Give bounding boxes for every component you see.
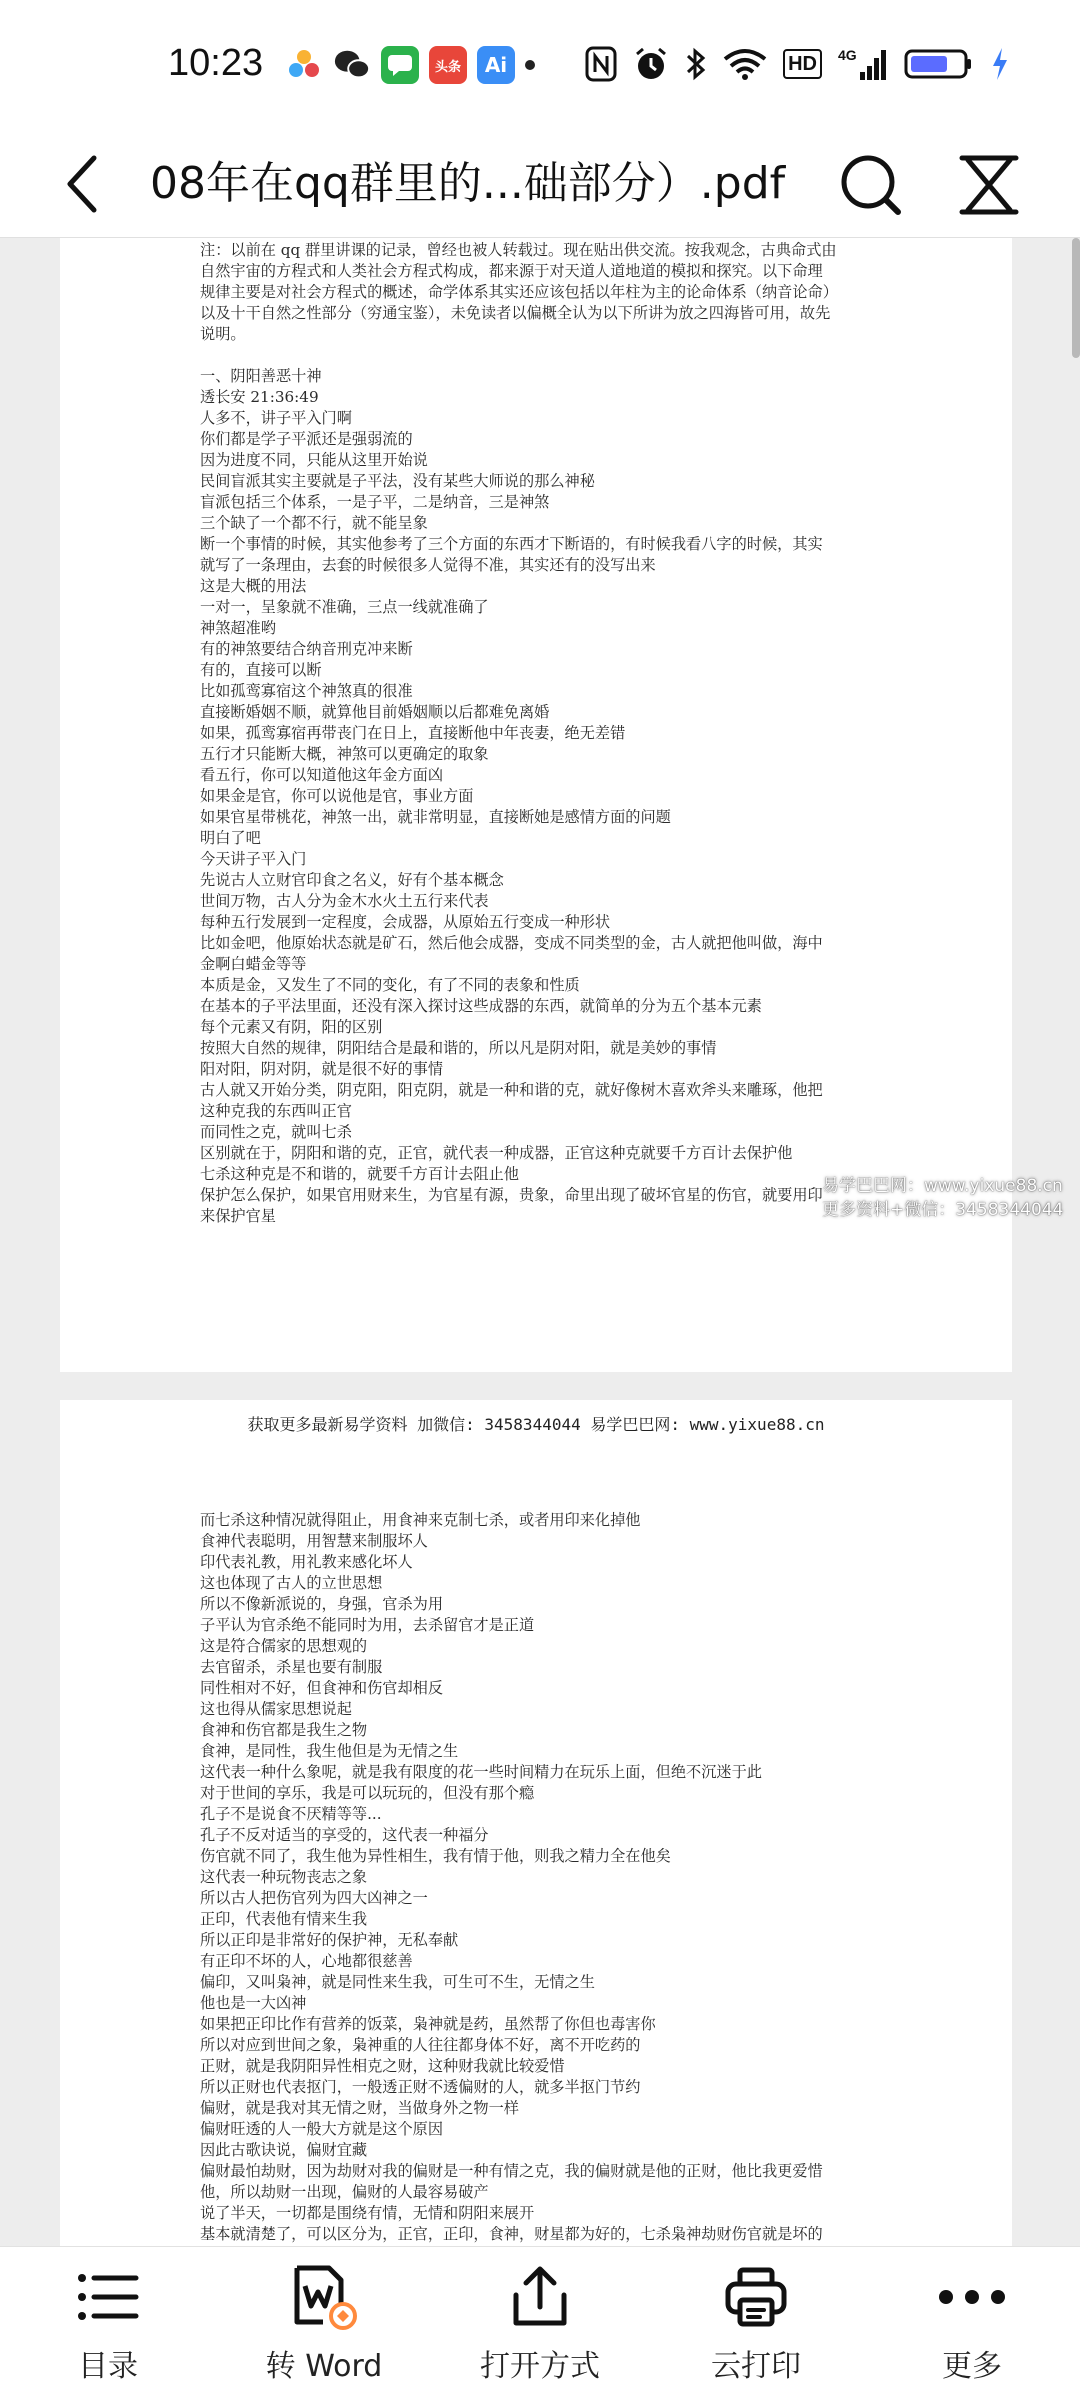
page-header-ad: 获取更多最新易学资料 加微信: 3458344044 易学巴巴网: www.yixue88.cn bbox=[247, 1415, 825, 1434]
text-line: 而同性之克，就叫七杀 bbox=[200, 1123, 352, 1141]
text-line: 注：以前在 qq 群里讲课的记录，曾经也被人转载过。现在贴出供交流。按我观念，古典命式由 bbox=[200, 241, 837, 259]
scrollbar-thumb[interactable] bbox=[1072, 238, 1080, 358]
text-line: 这代表一种什么象呢，就是我有限度的花一些时间精力在玩乐上面，但绝不沉迷于此 bbox=[200, 1763, 762, 1781]
text-line: 同性相对不好，但食神和伤官却相反 bbox=[200, 1679, 443, 1697]
text-line: 金啊白蜡金等等 bbox=[200, 955, 307, 973]
text-line: 这也得从儒家思想说起 bbox=[200, 1700, 352, 1718]
cellular-signal-icon bbox=[838, 44, 888, 84]
status-bar bbox=[0, 0, 1080, 130]
bluetooth-icon bbox=[685, 44, 707, 84]
more-label: 更多 bbox=[942, 2349, 1002, 2384]
wifi-icon bbox=[723, 44, 767, 84]
reading-mode-button[interactable] bbox=[956, 150, 1022, 220]
signal-label: 4G bbox=[838, 47, 857, 63]
text-line: 如果，孤鸾寡宿再带丧门在日上，直接断他中年丧妻，绝无差错 bbox=[200, 724, 626, 742]
text-line: 所以正印是非常好的保护神，无私奉献 bbox=[200, 1931, 459, 1949]
reading-mode-icon bbox=[956, 150, 1022, 220]
text-line: 你们都是学子平派还是强弱流的 bbox=[200, 430, 413, 448]
list-icon bbox=[76, 2270, 140, 2324]
text-line: 一对一，呈象就不准确，三点一线就准确了 bbox=[200, 598, 489, 616]
text-line: 先说古人立财官印食之名义，好有个基本概念 bbox=[200, 871, 504, 889]
wechat-icon bbox=[333, 46, 371, 84]
text-line: 今天讲子平入门 bbox=[200, 850, 307, 868]
text-line: 人多不，讲子平入门啊 bbox=[200, 409, 352, 427]
text-line: 世间万物，古人分为金木水火土五行来代表 bbox=[200, 892, 489, 910]
toc-label: 目录 bbox=[78, 2349, 138, 2384]
text-line: 所以不像新派说的，身强，官杀为用 bbox=[200, 1595, 443, 1613]
text-line: 如果金是官，你可以说他是官，事业方面 bbox=[200, 787, 474, 805]
text-line: 因此古歌诀说，偏财宜藏 bbox=[200, 2141, 368, 2159]
text-line: 区别就在于，阴阳和谐的克，正官，就代表一种成器，正官这种克就要千方百计去保护他 bbox=[200, 1144, 793, 1162]
text-line: 食神代表聪明，用智慧来制服坏人 bbox=[200, 1532, 428, 1550]
text-line: 对于世间的享乐，我是可以玩玩的，但没有那个瘾 bbox=[200, 1784, 535, 1802]
hd-icon: HD bbox=[783, 44, 822, 84]
text-line: 盲派包括三个体系，一是子平，二是纳音，三是神煞 bbox=[200, 493, 550, 511]
more-dots-icon bbox=[937, 2287, 1007, 2307]
text-line: 说明。 bbox=[200, 325, 246, 343]
text-line: 以及十干自然之性部分（穷通宝鉴），未免读者以偏概全认为以下所讲为放之四海皆可用，故先 bbox=[200, 304, 831, 322]
messages-app-icon bbox=[381, 46, 419, 84]
text-line: 在基本的子平法里面，还没有深入探讨这些成器的东西，就简单的分为五个基本元素 bbox=[200, 997, 762, 1015]
text-line: 有的神煞要结合纳音刑克冲来断 bbox=[200, 640, 413, 658]
convert-to-word-button[interactable] bbox=[244, 2261, 404, 2391]
text-line: 孔子不是说食不厌精等等... bbox=[200, 1805, 382, 1823]
text-line: 所以古人把伤官列为四大凶神之一 bbox=[200, 1889, 428, 1907]
text-line: 来保护官星 bbox=[200, 1207, 276, 1225]
text-line: 断一个事情的时候，其实他参考了三个方面的东西才下断语的，有时候我看八字的时候，其实 bbox=[200, 535, 823, 553]
watermark-line-1: 易学巴巴网：www.yixue88.cn bbox=[822, 1176, 1063, 1196]
text-line: 按照大自然的规律，阴阳结合是最和谐的，所以凡是阴对阳，就是美妙的事情 bbox=[200, 1039, 717, 1057]
text-line: 如果把正印比作有营养的饭菜，枭神就是药，虽然帮了你但也毒害你 bbox=[200, 2015, 656, 2033]
text-line: 所以正财也代表抠门，一般透正财不透偏财的人，就多半抠门节约 bbox=[200, 2078, 641, 2096]
alarm-icon bbox=[633, 44, 669, 84]
text-line: 就写了一条理由，去套的时候很多人觉得不准，其实还有的没写出来 bbox=[200, 556, 656, 574]
text-line: 保护怎么保护，如果官用财来生，为官星有源，贵象，命里出现了破坏官星的伤官，就要用印 bbox=[200, 1186, 823, 1204]
text-line: 说了半天，一切都是围绕有情，无情和阴阳来展开 bbox=[200, 2204, 535, 2222]
nfc-icon bbox=[585, 44, 617, 84]
text-line: 这是大概的用法 bbox=[200, 577, 307, 595]
word-convert-icon bbox=[289, 2264, 359, 2330]
more-button[interactable] bbox=[892, 2261, 1052, 2391]
status-time: 10:23 bbox=[168, 42, 264, 84]
text-line: 去官留杀，杀星也要有制服 bbox=[200, 1658, 383, 1676]
text-line: 七杀这种克是不和谐的，就要千方百计去阻止他 bbox=[200, 1165, 519, 1183]
back-arrow-icon bbox=[62, 154, 102, 214]
watermark-line-2: 更多资料+微信：3458344044 bbox=[822, 1200, 1064, 1220]
text-line: 食神，是同性，我生他但是为无情之生 bbox=[200, 1742, 459, 1760]
petal-app-icon bbox=[285, 46, 323, 84]
text-line: 比如金吧，他原始状态就是矿石，然后他会成器，变成不同类型的金，古人就把他叫做，海中 bbox=[200, 934, 823, 952]
top-app-bar bbox=[0, 130, 1080, 238]
battery-icon bbox=[904, 44, 974, 84]
text-line: 子平认为官杀绝不能同时为用，去杀留官才是正道 bbox=[200, 1616, 535, 1634]
status-app-icons bbox=[285, 46, 535, 84]
text-line: 偏财，就是我对其无情之财，当做身外之物一样 bbox=[200, 2099, 519, 2117]
toc-button[interactable] bbox=[28, 2261, 188, 2391]
text-line: 一、阴阳善恶十神 bbox=[200, 367, 322, 385]
text-line: 所以对应到世间之象，枭神重的人往往都身体不好，离不开吃药的 bbox=[200, 2036, 641, 2054]
text-line: 透长安 21:36:49 bbox=[200, 388, 319, 406]
text-line: 有的，直接可以断 bbox=[200, 661, 322, 679]
blank-line bbox=[200, 345, 940, 366]
toutiao-app-icon: 头条 bbox=[429, 46, 467, 84]
text-line: 这代表一种玩物丧志之象 bbox=[200, 1868, 368, 1886]
page-2-text bbox=[200, 1510, 940, 2245]
document-title: 08年在qq群里的...础部分）.pdf bbox=[150, 158, 786, 209]
text-line: 五行才只能断大概，神煞可以更确定的取象 bbox=[200, 745, 489, 763]
text-line: 他也是一大凶神 bbox=[200, 1994, 307, 2012]
text-line: 正财，就是我阴阳异性相克之财，这种财我就比较爱惜 bbox=[200, 2057, 565, 2075]
cloud-print-label: 云打印 bbox=[711, 2349, 801, 2384]
cloud-print-button[interactable] bbox=[676, 2261, 836, 2391]
text-line: 每种五行发展到一定程度，会成器，从原始五行变成一种形状 bbox=[200, 913, 611, 931]
text-line: 食神和伤官都是我生之物 bbox=[200, 1721, 368, 1739]
page-1-text bbox=[200, 240, 940, 1227]
text-line: 阳对阳，阴对阴，就是很不好的事情 bbox=[200, 1060, 443, 1078]
text-line: 正印，代表他有情来生我 bbox=[200, 1910, 368, 1928]
text-line: 古人就又开始分类，阴克阳，阳克阴，就是一种和谐的克，就好像树木喜欢斧头来雕琢，他把 bbox=[200, 1081, 823, 1099]
to-word-label: 转 Word bbox=[265, 2349, 383, 2384]
text-line: 基本就清楚了，可以区分为，正官，正印，食神，财星都为好的，七杀枭神劫财伤官就是坏的 bbox=[200, 2225, 823, 2243]
text-line: 三个缺了一个都不行，就不能呈象 bbox=[200, 514, 428, 532]
printer-icon bbox=[724, 2266, 788, 2328]
charging-bolt-icon bbox=[990, 44, 1010, 84]
document-viewport[interactable] bbox=[0, 238, 1080, 2246]
status-system-icons bbox=[585, 44, 1010, 84]
open-with-button[interactable] bbox=[460, 2261, 620, 2391]
text-line: 明白了吧 bbox=[200, 829, 261, 847]
open-with-label: 打开方式 bbox=[480, 2349, 600, 2384]
text-line: 每个元素又有阴，阳的区别 bbox=[200, 1018, 383, 1036]
text-line: 伤官就不同了，我生他为异性相生，我有情于他，则我之精力全在他矣 bbox=[200, 1847, 671, 1865]
notification-dot-icon bbox=[525, 60, 535, 70]
search-button[interactable] bbox=[838, 150, 904, 220]
text-line: 而七杀这种情况就得阻止，用食神来克制七杀，或者用印来化掉他 bbox=[200, 1511, 641, 1529]
text-line: 规律主要是对社会方程式的概述，命学体系其实还应该包括以年柱为主的论命体系（纳音论命） bbox=[200, 283, 838, 301]
text-line: 自然宇宙的方程式和人类社会方程式构成，都来源于对天道人道地道的模拟和探究。以下命理 bbox=[200, 262, 823, 280]
text-line: 看五行，你可以知道他这年金方面凶 bbox=[200, 766, 443, 784]
pdf-page-2 bbox=[60, 1400, 1012, 2246]
text-line: 他，所以劫财一出现，偏财的人最容易破产 bbox=[200, 2183, 489, 2201]
text-line: 神煞超准哟 bbox=[200, 619, 276, 637]
text-line: 民间盲派其实主要就是子平法，没有某些大师说的那么神秘 bbox=[200, 472, 595, 490]
bottom-toolbar bbox=[0, 2246, 1080, 2400]
text-line: 如果官星带桃花，神煞一出，就非常明显，直接断她是感情方面的问题 bbox=[200, 808, 671, 826]
share-icon bbox=[508, 2265, 572, 2329]
text-line: 本质是金，又发生了不同的变化，有了不同的表象和性质 bbox=[200, 976, 580, 994]
text-line: 比如孤鸾寡宿这个神煞真的很准 bbox=[200, 682, 413, 700]
text-line: 直接断婚姻不顺，就算他目前婚姻顺以后都难免离婚 bbox=[200, 703, 550, 721]
text-line: 有正印不坏的人，心地都很慈善 bbox=[200, 1952, 413, 1970]
back-button[interactable] bbox=[62, 146, 122, 222]
text-line: 这种克我的东西叫正官 bbox=[200, 1102, 352, 1120]
text-line: 偏财最怕劫财，因为劫财对我的偏财是一种有情之克，我的偏财就是他的正财，他比我更爱惜 bbox=[200, 2162, 823, 2180]
text-line: 孔子不反对适当的享受的，这代表一种福分 bbox=[200, 1826, 489, 1844]
watermark-overlay bbox=[822, 1174, 1080, 1222]
text-line: 这也体现了古人的立世思想 bbox=[200, 1574, 383, 1592]
text-line: 偏财旺透的人一般大方就是这个原因 bbox=[200, 2120, 443, 2138]
text-line: 印代表礼教，用礼教来感化坏人 bbox=[200, 1553, 413, 1571]
search-icon bbox=[838, 150, 904, 220]
text-line: 因为进度不同，只能从这里开始说 bbox=[200, 451, 428, 469]
ai-app-icon: Ai bbox=[477, 46, 515, 84]
text-line: 偏印，又叫枭神，就是同性来生我，可生可不生，无情之生 bbox=[200, 1973, 595, 1991]
text-line: 这是符合儒家的思想观的 bbox=[200, 1637, 368, 1655]
